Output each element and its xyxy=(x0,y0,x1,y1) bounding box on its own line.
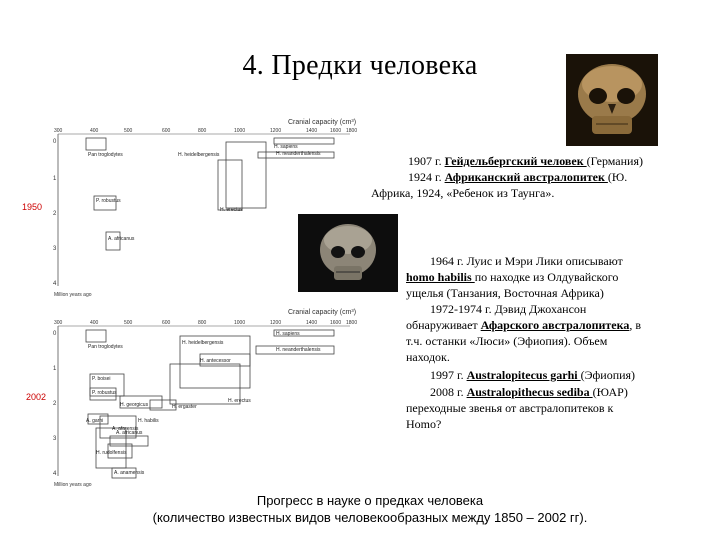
species-label: H. ergaster xyxy=(172,404,197,410)
year-label-1950: 1950 xyxy=(22,202,43,212)
species-label: A. africanus xyxy=(116,430,143,436)
caption xyxy=(100,492,640,526)
text-line: Homo? xyxy=(406,417,442,431)
species-label: A. africanus xyxy=(108,236,135,242)
x-tick: 1200 xyxy=(270,128,282,134)
text-line: 2008 г. Australopithecus sediba (ЮАР) xyxy=(430,385,628,399)
text-line: 1907 г. Гейдельбергский человек (Германия) xyxy=(408,154,643,168)
x-tick: 600 xyxy=(162,128,171,134)
x-tick: 1600 xyxy=(330,320,342,326)
x-tick: 300 xyxy=(54,128,63,134)
text-line: 1972-1974 г. Дэвид Джохансон xyxy=(430,302,587,316)
text-line: находок. xyxy=(406,350,450,364)
x-tick: 600 xyxy=(162,320,171,326)
species-label: H. neanderthalensis xyxy=(276,151,321,157)
x-tick: 800 xyxy=(198,320,207,326)
species-label: P. robustus xyxy=(92,390,117,396)
y-tick: 2 xyxy=(53,401,57,407)
x-tick: 400 xyxy=(90,128,99,134)
species-label: P. boisei xyxy=(92,376,111,382)
x-tick: 1000 xyxy=(234,128,246,134)
species-label: H. neanderthalensis xyxy=(276,347,321,353)
text-line: т.ч. останки «Люси» (Эфиопия). Объем xyxy=(406,334,608,348)
text-line: 1924 г. Африканский австралопитек (Ю. xyxy=(408,170,628,184)
x-tick: 800 xyxy=(198,128,207,134)
x-tick: 1400 xyxy=(306,320,318,326)
x-tick: 300 xyxy=(54,320,63,326)
x-tick: 1600 xyxy=(330,128,342,134)
species-label: H. sapiens xyxy=(274,144,298,150)
species-label: A. anamensis xyxy=(114,470,145,476)
heidelberg-man-link[interactable]: Гейдельбергский человек xyxy=(444,154,587,168)
x-tick: 1000 xyxy=(234,320,246,326)
y-tick: 2 xyxy=(53,211,57,217)
heidelberg-skull-photo xyxy=(566,54,658,146)
species-label: H. habilis xyxy=(138,418,159,424)
y-tick: 3 xyxy=(53,246,57,252)
species-label: H. erectus xyxy=(220,207,243,213)
x-tick: 400 xyxy=(90,320,99,326)
species-label: H. georgicus xyxy=(120,402,149,408)
axis-title: Cranial capacity (cm³) xyxy=(288,119,357,126)
y-axis-label: Million years ago xyxy=(54,482,92,488)
homo-habilis-link[interactable]: homo habilis xyxy=(406,270,475,284)
species-label: A. garhi xyxy=(86,418,104,424)
species-label: Pan troglodytes xyxy=(88,344,123,350)
species-label: A. afarensis xyxy=(112,426,139,432)
species-label: H. erectus xyxy=(228,398,251,404)
text-line: 1964 г. Луис и Мэри Лики описывают xyxy=(430,254,623,268)
caption-line-1: Прогресс в науке о предках человека xyxy=(256,493,484,508)
african-australopithecus-link[interactable]: Африканский австралопитек xyxy=(444,170,608,184)
text-line: переходные звенья от австралопитеков к xyxy=(406,401,614,415)
x-tick: 500 xyxy=(124,128,133,134)
x-tick: 1800 xyxy=(346,128,358,134)
y-tick: 0 xyxy=(53,139,57,145)
y-tick: 1 xyxy=(53,176,57,182)
species-label: H. antecessor xyxy=(200,358,231,364)
cranial-chart-bottom xyxy=(50,304,360,490)
year-label-2002: 2002 xyxy=(26,392,47,402)
text-line: homo habilis по находке из Олдувайского xyxy=(406,270,619,284)
text-line: Африка, 1924, «Ребенок из Таунга». xyxy=(371,186,555,200)
species-label: H. sapiens xyxy=(276,331,300,337)
australopithecus-sediba-link[interactable]: Australopithecus sediba xyxy=(466,385,593,399)
x-tick: 1800 xyxy=(346,320,358,326)
page-title: 4. Предки человека xyxy=(242,50,478,81)
caption-line-2: (количество известных видов человекообразных между 1850 – 2002 гг). xyxy=(152,510,588,525)
x-tick: 1400 xyxy=(306,128,318,134)
y-tick: 1 xyxy=(53,366,57,372)
australopithecus-garhi-link[interactable]: Australopitecus garhi xyxy=(466,368,581,382)
species-label: H. heidelbergensis xyxy=(182,340,224,346)
text-line: обнаруживает Афарского австралопитека, в xyxy=(406,318,642,332)
species-label: P. robustus xyxy=(96,198,121,204)
y-tick: 3 xyxy=(53,436,57,442)
species-label: H. rudolfensis xyxy=(96,450,127,456)
y-tick: 4 xyxy=(53,471,57,477)
text-line: 1997 г. Australopitecus garhi (Эфиопия) xyxy=(430,368,636,382)
y-tick: 0 xyxy=(53,331,57,337)
afar-australopithecus-link[interactable]: Афарского австралопитека xyxy=(480,318,630,332)
text-line: ущелья (Танзания, Восточная Африка) xyxy=(406,286,604,300)
species-label: H. heidelbergensis xyxy=(178,152,220,158)
axis-title: Cranial capacity (cm³) xyxy=(288,309,357,316)
taung-child-skull-photo xyxy=(298,214,398,292)
x-tick: 500 xyxy=(124,320,133,326)
x-tick: 1200 xyxy=(270,320,282,326)
species-label: Pan troglodytes xyxy=(88,152,123,158)
y-axis-label: Million years ago xyxy=(54,292,92,298)
y-tick: 4 xyxy=(53,281,57,287)
